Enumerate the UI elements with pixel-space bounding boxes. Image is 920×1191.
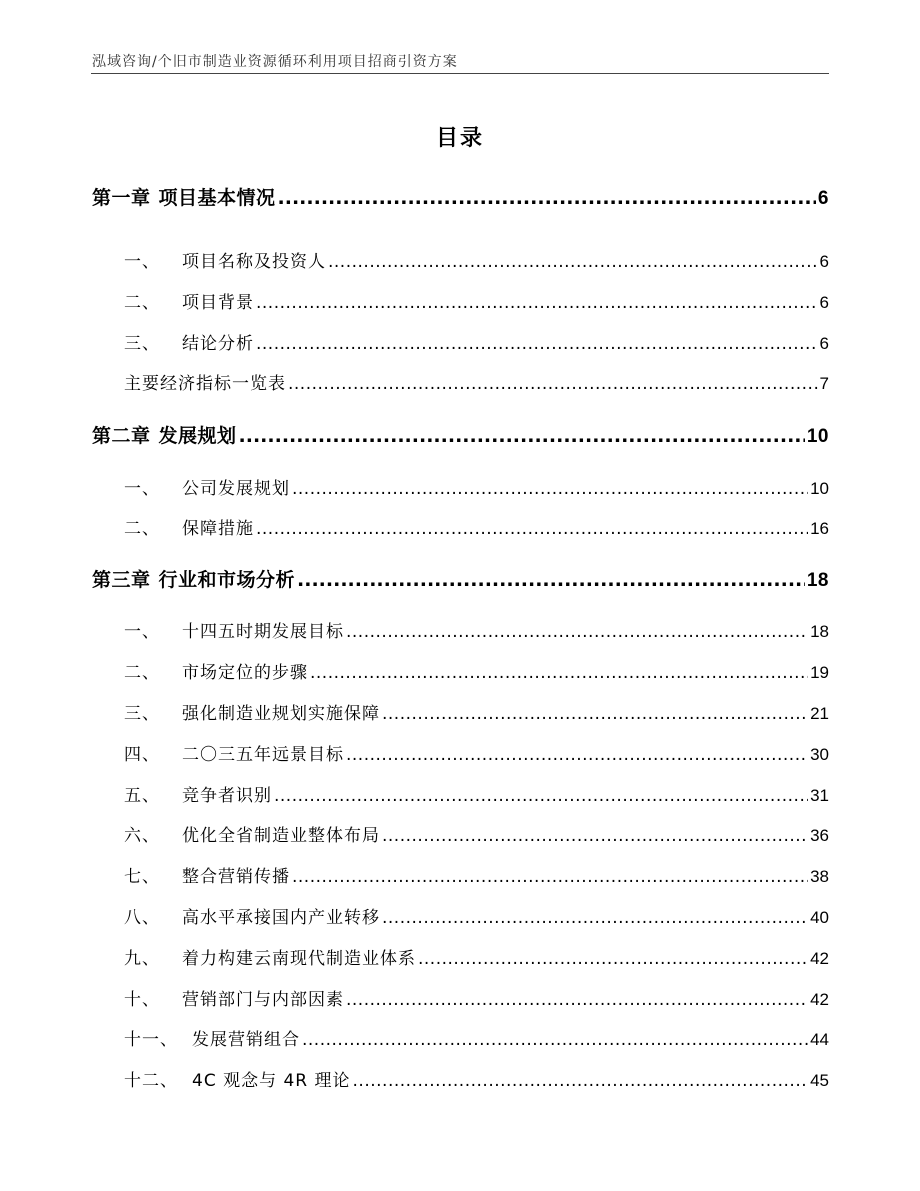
toc-entry-label (124, 1066, 351, 1091)
toc-entry-text: 项目背景 (182, 293, 254, 313)
dot-leader (382, 908, 808, 928)
toc-section-entry[interactable] (124, 862, 829, 887)
toc-entry-label (124, 821, 380, 846)
toc-entry-text: 发展规划 (158, 425, 237, 447)
toc-entry-number: 五、 (124, 786, 160, 806)
toc-page-number: 10 (806, 426, 829, 447)
toc-entry-text: 结论分析 (182, 334, 254, 354)
toc-entry-label (124, 985, 344, 1010)
toc-entry-number: 二、 (124, 519, 160, 539)
toc-page-number: 40 (810, 908, 829, 927)
toc-entry-label (124, 247, 326, 272)
toc-section-entry[interactable] (124, 903, 829, 928)
dot-leader (274, 786, 808, 806)
toc-page-number: 21 (810, 704, 829, 723)
dot-leader (239, 425, 805, 447)
toc-section-entry[interactable] (124, 474, 829, 499)
toc-section-entry[interactable] (124, 740, 829, 765)
dot-leader (382, 704, 808, 724)
dot-leader (297, 569, 805, 591)
toc-entry-number: 八、 (124, 908, 160, 928)
toc-chapter-entry[interactable] (92, 183, 829, 210)
toc-entry-text: 4C 观念与 4R 理论 (192, 1071, 351, 1091)
toc-page-number: 16 (810, 519, 829, 538)
toc-entry-text: 强化制造业规划实施保障 (182, 704, 380, 724)
toc-entry-text: 发展营销组合 (192, 1030, 300, 1050)
toc-entry-text: 竞争者识别 (182, 786, 272, 806)
toc-entry-label (124, 740, 344, 765)
toc-entry-text: 市场定位的步骤 (182, 663, 308, 683)
toc-entry-number: 十、 (124, 990, 160, 1010)
toc-entry-label (124, 514, 254, 539)
toc-section-entry[interactable] (124, 617, 829, 642)
toc-entry-label (124, 617, 344, 642)
toc-page-number: 7 (819, 374, 829, 393)
toc-page-number: 31 (810, 786, 829, 805)
toc-entry-label (124, 329, 254, 354)
dot-leader (292, 867, 808, 887)
toc-page-number: 19 (810, 663, 829, 682)
toc-entry-text: 保障措施 (182, 519, 254, 539)
dot-leader (278, 187, 816, 209)
toc-entry-label (124, 699, 380, 724)
toc-section-entry[interactable] (124, 781, 829, 806)
toc-entry-label (124, 1025, 300, 1050)
toc-entry-text: 项目名称及投资人 (182, 252, 326, 272)
toc-section-entry[interactable] (124, 658, 829, 683)
toc-entry-label (124, 903, 380, 928)
toc-chapter-entry[interactable] (92, 421, 829, 448)
toc-entry-label (124, 862, 290, 887)
toc-entry-label (124, 474, 290, 499)
toc-page-number: 6 (819, 293, 829, 312)
dot-leader (256, 334, 818, 354)
toc-entry-text: 主要经济指标一览表 (124, 374, 286, 394)
toc-page-number: 30 (810, 745, 829, 764)
toc-entry-text: 整合营销传播 (182, 867, 290, 887)
toc-entry-text: 二〇三五年远景目标 (182, 745, 344, 765)
dot-leader (292, 479, 808, 499)
toc-section-entry[interactable] (124, 329, 829, 354)
toc-entry-number: 第三章 (92, 569, 151, 591)
toc-section-entry[interactable] (124, 944, 829, 969)
toc-page-number: 36 (810, 826, 829, 845)
toc-entry-label (124, 944, 416, 969)
toc-entry-text: 十四五时期发展目标 (182, 622, 344, 642)
toc-entry-number: 第一章 (92, 187, 151, 209)
toc-page-number: 6 (819, 334, 829, 353)
dot-leader (328, 252, 818, 272)
dot-leader (382, 826, 808, 846)
toc-entry-text: 营销部门与内部因素 (182, 990, 344, 1010)
toc-entry-number: 十一、 (124, 1030, 178, 1050)
toc-page-number: 42 (810, 949, 829, 968)
toc-entry-number: 三、 (124, 334, 160, 354)
toc-entry-label (124, 658, 308, 683)
running-header: 泓域咨询/个旧市制造业资源循环利用项目招商引资方案 (92, 54, 458, 70)
toc-entry-text: 公司发展规划 (182, 479, 290, 499)
toc-entry-label (124, 288, 254, 313)
toc-section-entry[interactable] (124, 1025, 829, 1050)
toc-chapter-entry[interactable] (92, 565, 829, 592)
toc-page-number: 18 (806, 570, 829, 591)
toc-page-number: 44 (810, 1030, 829, 1049)
dot-leader (346, 745, 808, 765)
toc-section-entry[interactable] (124, 288, 829, 313)
toc-section-entry[interactable] (124, 247, 829, 272)
toc-section-entry[interactable] (124, 699, 829, 724)
toc-page-number: 10 (810, 479, 829, 498)
toc-entry-label (124, 369, 286, 394)
toc-entry-label (124, 781, 272, 806)
toc-entry-number: 一、 (124, 479, 160, 499)
dot-leader (353, 1071, 809, 1091)
dot-leader (346, 990, 808, 1010)
toc-section-entry[interactable] (124, 985, 829, 1010)
toc-entry-label (92, 183, 276, 210)
toc-entry-number: 第二章 (92, 425, 151, 447)
toc-page-number: 6 (819, 252, 829, 271)
toc-entry-number: 六、 (124, 826, 160, 846)
dot-leader (288, 374, 818, 394)
toc-entry-number: 七、 (124, 867, 160, 887)
toc-entry-number: 九、 (124, 949, 160, 969)
toc-entry-text: 高水平承接国内产业转移 (182, 908, 380, 928)
dot-leader (310, 663, 808, 683)
header-rule (91, 73, 829, 74)
dot-leader (256, 519, 808, 539)
toc-section-entry[interactable] (124, 369, 829, 394)
toc-entry-number: 一、 (124, 622, 160, 642)
toc-page-number: 18 (810, 622, 829, 641)
toc-entry-label (92, 565, 295, 592)
toc-page-number: 6 (817, 188, 829, 209)
toc-entry-label (92, 421, 237, 448)
dot-leader (346, 622, 808, 642)
toc-section-entry[interactable] (124, 514, 829, 539)
toc-entry-number: 一、 (124, 252, 160, 272)
toc-entry-number: 三、 (124, 704, 160, 724)
toc-entry-text: 行业和市场分析 (158, 569, 296, 591)
dot-leader (302, 1030, 808, 1050)
toc-entry-text: 项目基本情况 (158, 187, 276, 209)
toc-title: 目录 (435, 126, 484, 151)
toc-page-number: 45 (810, 1071, 829, 1090)
toc-entry-number: 二、 (124, 663, 160, 683)
toc-page-number: 42 (810, 990, 829, 1009)
toc-entry-number: 二、 (124, 293, 160, 313)
dot-leader (418, 949, 808, 969)
toc-entry-text: 着力构建云南现代制造业体系 (182, 949, 416, 969)
dot-leader (256, 293, 818, 313)
toc-page-number: 38 (810, 867, 829, 886)
toc-entry-number: 四、 (124, 745, 160, 765)
toc-section-entry[interactable] (124, 821, 829, 846)
toc-section-entry[interactable] (124, 1066, 829, 1091)
toc-entry-number: 十二、 (124, 1071, 178, 1091)
toc-entry-text: 优化全省制造业整体布局 (182, 826, 380, 846)
